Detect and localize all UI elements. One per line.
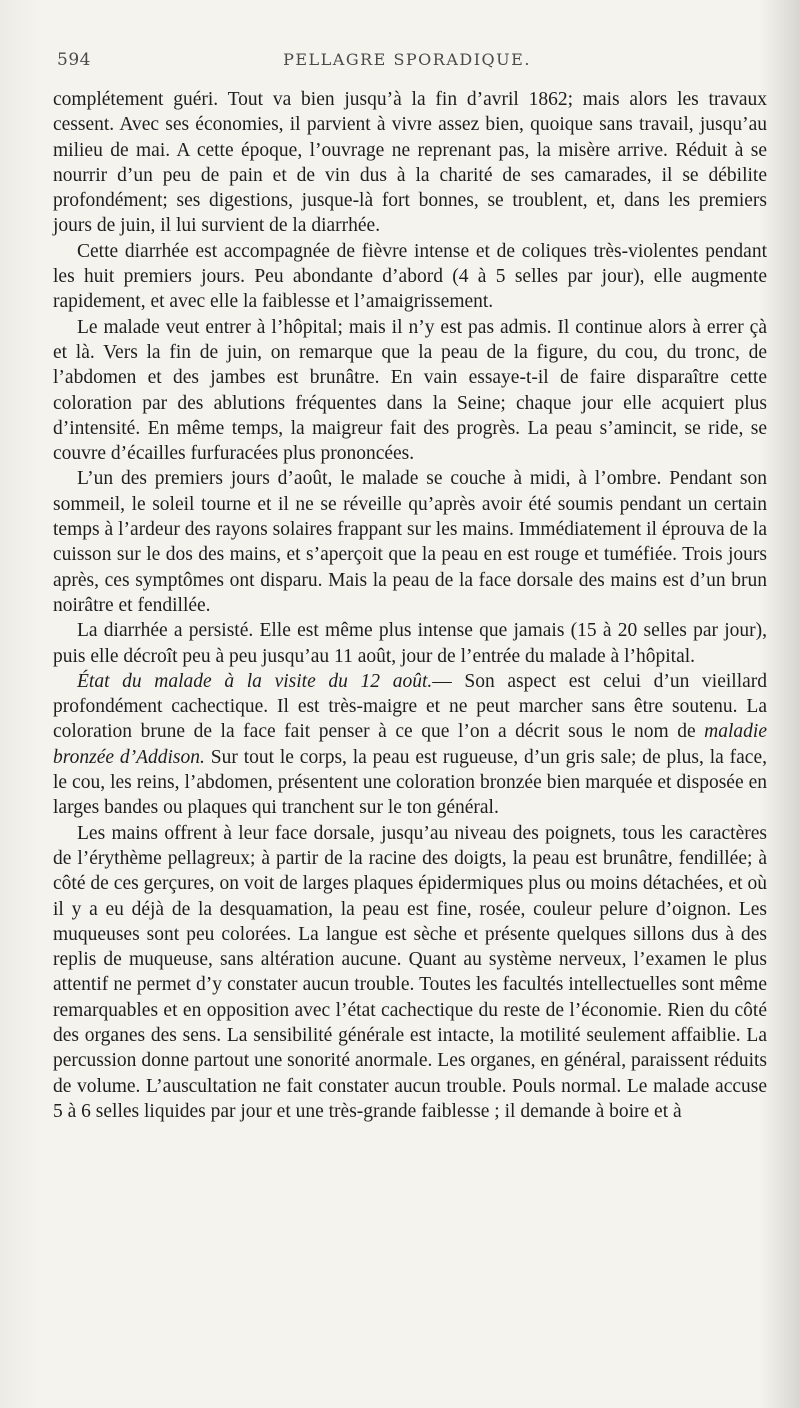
running-title: PELLAGRE SPORADIQUE. bbox=[283, 50, 531, 69]
text-segment: Les mains offrent à leur face dorsale, jusqu’au niveau des poignets, tous les caractères de l’érythème pellagreux; à partir de la racine des doigts, la peau est brunâtre, fendillée; à côté de ces gerçures, on voit de larges plaques épidermiques plus ou moins détachées, et où il y a eu déjà de la desquamation, la peau est fine, rosée, couleur pelure d’oignon. Les muqueuses sont peu colorées. La langue est sèche et présente quelques sillons dus à des replis de muqueuse, sans altération aucune. Quant au système nerveux, l’examen le plus attentif ne permet d’y constater aucun trouble. Toutes les facultés intellectuelles sont même remarquables et en opposition avec l’état cachectique du reste de l’économie. Rien du côté des organes des sens. La sensibilité générale est intacte, la motilité seulement affaiblie. La percussion donne partout une sonorité anormale. Les organes, en général, paraissent réduits de volume. L’auscultation ne fait constater aucun trouble. Pouls normal. Le malade accuse 5 à 6 selles liquides par jour et une très-grande faiblesse ; il demande à boire et à bbox=[53, 822, 767, 1122]
paragraph bbox=[53, 669, 767, 821]
text-segment: Cette diarrhée est accompagnée de fièvre intense et de coliques très-violentes pendant les huit premiers jours. Peu abondante d’abord (4 à 5 selles par jour), elle augmente rapidement, et avec elle la faiblesse et l’amaigrissement. bbox=[53, 240, 767, 313]
paragraph bbox=[53, 87, 767, 239]
text-segment: Sur tout le corps, la peau est rugueuse, d’un gris sale; de plus, la face, le cou, les reins, l’abdomen, présentent une coloration bronzée bien marquée et disposée en larges bandes ou plaques qui tranchent sur le ton général. bbox=[53, 746, 767, 819]
paragraph bbox=[53, 821, 767, 1125]
section-heading-italic: État du malade à la visite du 12 août. bbox=[77, 670, 433, 692]
text-segment: complétement guéri. Tout va bien jusqu’à la fin d’avril 1862; mais alors les travaux cessent. Avec ses économies, il parvient à vivre assez bien, quoique sans travail, jusqu’au milieu de mai. A cette époque, l’ouvrage ne reprenant pas, la misère arrive. Réduit à se nourrir d’un peu de pain et de vin dus à la charité de ses camarades, il se débilite profondément; ses digestions, jusque-là fort bonnes, se troublent, et, dans les premiers jours de juin, il lui survient de la diarrhée. bbox=[53, 89, 767, 237]
body-text bbox=[53, 87, 767, 1124]
paragraph bbox=[53, 618, 767, 669]
text-segment: L’un des premiers jours d’août, le malade se couche à midi, à l’ombre. Pendant son sommeil, le soleil tourne et il ne se réveille qu’après avoir été soumis pendant un certain temps à l’ardeur des rayons solaires frappant sur les mains. Immédiatement il éprouva de la cuisson sur le dos des mains, et s’aperçoit que la peau en est rouge et tuméfiée. Trois jours après, ces symptômes ont disparu. Mais la peau de la face dorsale des mains est d’un brun noirâtre et fendillée. bbox=[53, 468, 767, 616]
text-segment: — Son aspect est celui d’un vieillard profondément cachectique. Il est très-maigre et ne peut marcher sans être soutenu. La coloration brune de la face fait penser à ce que l’on a décrit sous le nom de bbox=[53, 670, 768, 743]
text-segment: Le malade veut entrer à l’hôpital; mais il n’y est pas admis. Il continue alors à errer çà et là. Vers la fin de juin, on remarque que la peau de la figure, du cou, du tronc, de l’abdomen et des jambes est brunâtre. En vain essaye-t-il de faire disparaître cette coloration par des ablutions fréquentes dans la Seine; chaque jour elle acquiert plus d’intensité. En même temps, la maigreur fait des progrès. La peau s’amincit, se ride, se couvre d’écailles furfuracées plus prononcées. bbox=[53, 316, 767, 465]
page-number: 594 bbox=[57, 50, 91, 70]
running-header bbox=[57, 50, 757, 76]
italic-term: maladie bronzée d’Addison. bbox=[53, 721, 767, 768]
paragraph bbox=[53, 239, 767, 315]
paragraph bbox=[53, 315, 767, 467]
text-segment: La diarrhée a persisté. Elle est même plus intense que jamais (15 à 20 selles par jour), puis elle décroît peu à peu jusqu’au 11 août, jour de l’entrée du malade à l’hôpital. bbox=[53, 620, 767, 667]
paragraph bbox=[53, 466, 767, 618]
